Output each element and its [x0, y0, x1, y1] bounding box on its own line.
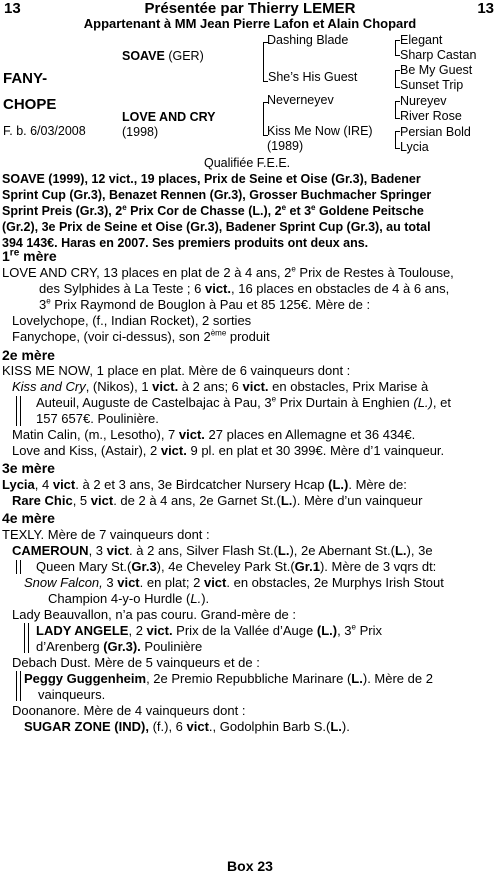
- owner-line: Appartenant à MM Jean Pierre Lafon et Alain Chopard: [83, 16, 417, 31]
- first-dam-line4: Lovelychope, (f., Indian Rocket), 2 sorties: [12, 313, 252, 328]
- qualification: Qualifiée F.E.E.: [204, 156, 291, 170]
- horse-info: F. b. 6/03/2008: [3, 124, 86, 138]
- indent-marker: [16, 396, 21, 426]
- section-fourth-dam: 4e mère: [2, 510, 55, 526]
- fourth-dam-line13: SUGAR ZONE (IND), (f.), 6 vict., Godolphin Barb S.(L.).: [24, 719, 350, 734]
- sire-name: SOAVE: [122, 49, 165, 63]
- horse-name-part1: FANY-: [3, 70, 48, 87]
- second-dam-line2: Kiss and Cry, (Nikos), 1 vict. à 2 ans; 6 vict. en obstacles, Prix Marise à: [12, 379, 429, 394]
- second-dam-line1: KISS ME NOW, 1 place en plat. Mère de 6 vainqueurs dont :: [2, 363, 351, 378]
- dam-dam-year: (1989): [267, 139, 304, 153]
- indent-marker: [24, 623, 29, 653]
- indent-marker: [16, 671, 21, 701]
- sire-para-line2: Sprint Cup (Gr.3), Benazet Rennen (Gr.3), Grosser Buchmacher Springer: [2, 188, 432, 202]
- sd-sire: Be My Guest: [400, 63, 473, 77]
- third-dam-line2: Rare Chic, 5 vict. de 2 à 4 ans, 2e Garnet St.(L.). Mère d’un vainqueur: [12, 493, 423, 508]
- sire-para-line5: 394 143€. Haras en 2007. Ses premiers produits ont deux ans.: [2, 236, 369, 250]
- section-first-dam: 1re mère: [2, 247, 57, 264]
- fourth-dam-line11: vainqueurs.: [38, 687, 106, 702]
- indent-marker: [16, 560, 21, 574]
- second-dam-line5: Matin Calin, (m., Lesotho), 7 vict. 27 places en Allemagne et 36 434€.: [12, 427, 416, 442]
- dd-sire: Persian Bold: [400, 125, 471, 139]
- ds-dam: River Rose: [400, 109, 462, 123]
- sire-para-line3: Sprint Preis (Gr.3), 2e Prix Cor de Chasse (L.), 2e et 3e Goldene Peitsche: [2, 202, 424, 218]
- dd-dam: Lycia: [400, 140, 429, 154]
- box-number: Box 23: [227, 858, 273, 874]
- horse-name-part2: CHOPE: [3, 96, 57, 113]
- lot-number-left: 13: [4, 0, 21, 17]
- first-dam-line5: Fanychope, (voir ci-dessus), son 2ème produit: [12, 328, 270, 344]
- sd-dam: Sunset Trip: [400, 78, 464, 92]
- dam-sire: Neverneyev: [267, 93, 334, 107]
- dam-dam: Kiss Me Now (IRE): [267, 124, 373, 138]
- third-dam-line1: Lycia, 4 vict. à 2 et 3 ans, 3e Birdcatcher Nursery Hcap (L.). Mère de:: [2, 477, 407, 492]
- lot-number-right: 13: [477, 0, 494, 17]
- ss-sire: Elegant: [400, 33, 443, 47]
- fourth-dam-line5: Champion 4-y-o Hurdle (L.).: [48, 591, 210, 606]
- fourth-dam-line1: TEXLY. Mère de 7 vainqueurs dont :: [2, 527, 210, 542]
- fourth-dam-line9: Debach Dust. Mère de 5 vainqueurs et de :: [12, 655, 260, 670]
- sire-sire: Dashing Blade: [267, 33, 349, 47]
- section-second-dam: 2e mère: [2, 347, 55, 363]
- second-dam-line4: 157 657€. Poulinière.: [36, 411, 159, 426]
- second-dam-line6: Love and Kiss, (Astair), 2 vict. 9 pl. en plat et 30 399€. Mère d’1 vainqueur.: [12, 443, 445, 458]
- fourth-dam-line10: Peggy Guggenheim, 2e Premio Repubbliche Marinare (L.). Mère de 2: [24, 671, 433, 686]
- fourth-dam-line4: Snow Falcon, 3 vict. en plat; 2 vict. en obstacles, 2e Murphys Irish Stout: [24, 575, 444, 590]
- second-dam-line3: Auteuil, Auguste de Castelbajac à Pau, 3e Prix Durtain à Enghien (L.), et: [36, 394, 451, 410]
- fourth-dam-line2: CAMEROUN, 3 vict. à 2 ans, Silver Flash St.(L.), 2e Abernant St.(L.), 3e: [12, 543, 433, 558]
- dam-name: LOVE AND CRY: [122, 110, 216, 124]
- fourth-dam-line7: LADY ANGELE, 2 vict. Prix de la Vallée d’Auge (L.), 3e Prix: [36, 622, 382, 638]
- ds-sire: Nureyev: [400, 94, 447, 108]
- fourth-dam-line3: Queen Mary St.(Gr.3), 4e Cheveley Park St.(Gr.1). Mère de 3 vqrs dt:: [36, 559, 437, 574]
- fourth-dam-line12: Doonanore. Mère de 4 vainqueurs dont :: [12, 703, 246, 718]
- section-third-dam: 3e mère: [2, 460, 55, 476]
- first-dam-line1: LOVE AND CRY, 13 places en plat de 2 à 4 ans, 2e Prix de Restes à Toulouse,: [2, 264, 454, 280]
- ss-dam: Sharp Castan: [400, 48, 477, 62]
- sire-para-line1: SOAVE (1999), 12 vict., 19 places, Prix de Seine et Oise (Gr.3), Badener: [2, 172, 421, 186]
- presenter-title: Présentée par Thierry LEMER: [144, 0, 356, 17]
- first-dam-line3: 3e Prix Raymond de Bouglon à Pau et 85 125€. Mère de :: [39, 296, 371, 312]
- sire-country: (GER): [164, 49, 204, 63]
- first-dam-line2: des Sylphides à La Teste ; 6 vict., 16 places en obstacles de 4 à 6 ans,: [39, 281, 450, 296]
- fourth-dam-line8: d’Arenberg (Gr.3). Poulinière: [36, 639, 203, 654]
- sire-dam: She’s His Guest: [268, 70, 358, 84]
- sire-para-line4: (Gr.2), 3e Prix de Seine et Oise (Gr.3), Badener Sprint Cup (Gr.3), au total: [2, 220, 431, 234]
- dam-year: (1998): [122, 125, 159, 139]
- fourth-dam-line6: Lady Beauvallon, n’a pas couru. Grand-mère de :: [12, 607, 297, 622]
- sire: [122, 49, 204, 63]
